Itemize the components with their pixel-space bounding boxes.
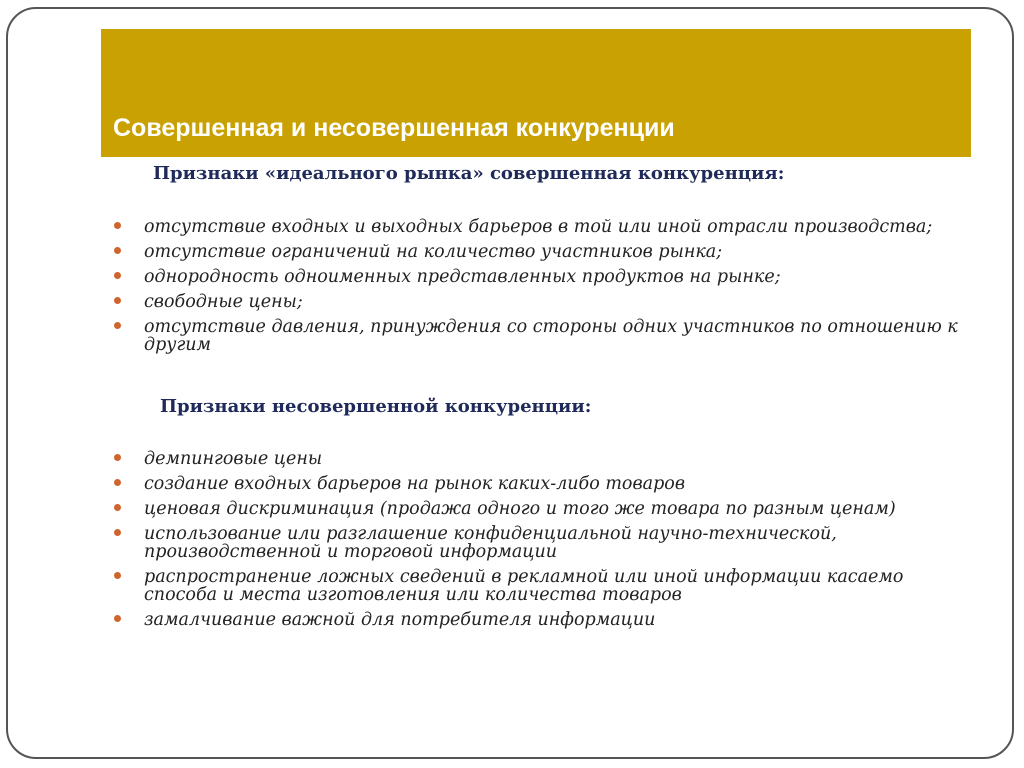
list-item (112, 450, 972, 468)
bullet-icon (114, 572, 121, 579)
list-item-text: использование или разглашение конфиденциальной научно-технической, производственной и торговой информации (144, 524, 837, 562)
imperfect-competition-list (112, 450, 972, 636)
perfect-competition-list (112, 218, 972, 361)
list-item (112, 268, 972, 286)
list-item (112, 568, 972, 604)
list-item-text: создание входных барьеров на рынок каких-либо товаров (144, 474, 686, 494)
list-item-text: отсутствие ограничений на количество участников рынка; (144, 242, 723, 262)
list-item (112, 525, 972, 561)
list-item-text: замалчивание важной для потребителя информации (144, 610, 656, 630)
bullet-icon (114, 479, 121, 486)
bullet-icon (114, 322, 121, 329)
bullet-icon (114, 615, 121, 622)
bullet-icon (114, 272, 121, 279)
list-item (112, 475, 972, 493)
list-item-text: однородность одноименных представленных продуктов на рынке; (144, 267, 781, 287)
bullet-icon (114, 529, 121, 536)
list-item-text: свободные цены; (144, 292, 303, 312)
list-item-text: отсутствие давления, принуждения со стороны одних участников по отношению к другим (144, 317, 958, 355)
imperfect-competition-heading: Признаки несовершенной конкуренции: (160, 396, 592, 417)
list-item-text: ценовая дискриминация (продажа одного и того же товара по разным ценам) (144, 499, 896, 519)
list-item (112, 243, 972, 261)
list-item-text: распространение ложных сведений в рекламной или иной информации касаемо способа и места изготовления или количества товаров (144, 567, 904, 605)
title-bar (101, 29, 971, 157)
list-item (112, 500, 972, 518)
bullet-icon (114, 297, 121, 304)
bullet-icon (114, 247, 121, 254)
list-item-text: отсутствие входных и выходных барьеров в той или иной отрасли производства; (144, 217, 933, 237)
bullet-icon (114, 454, 121, 461)
slide-title: Совершенная и несовершенная конкуренции (113, 114, 675, 142)
list-item (112, 611, 972, 629)
perfect-competition-heading: Признаки «идеального рынка» совершенная конкуренция: (153, 163, 785, 184)
bullet-icon (114, 504, 121, 511)
list-item-text: демпинговые цены (144, 449, 323, 469)
list-item (112, 293, 972, 311)
list-item (112, 218, 972, 236)
list-item (112, 318, 972, 354)
bullet-icon (114, 222, 121, 229)
